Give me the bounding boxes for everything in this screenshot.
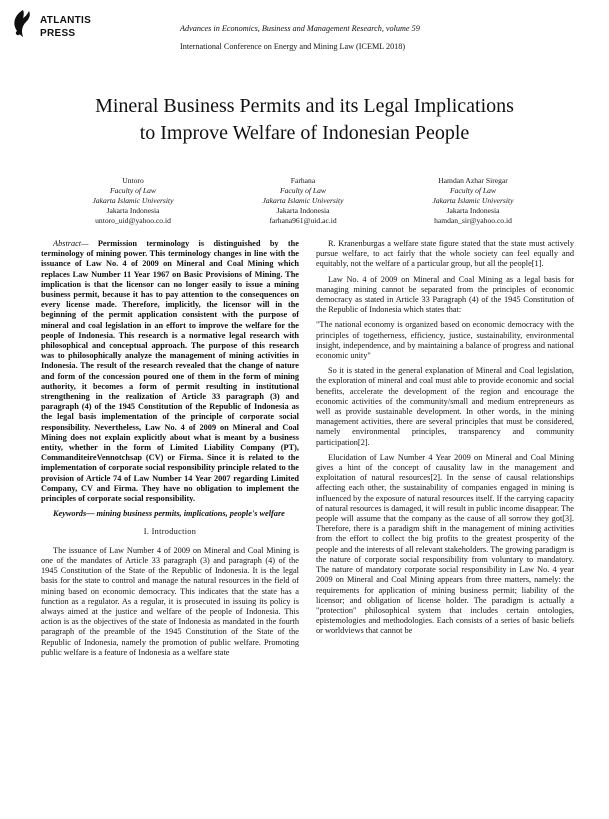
keywords: Keywords— mining business permits, implications, people's welfare bbox=[53, 509, 285, 519]
author-university: Jakarta Islamic University bbox=[92, 196, 174, 205]
author-name: Untoro bbox=[122, 176, 144, 185]
block-quote: "The national economy is organized based on economic democracy with the principles of togetherness, efficiency, justice, sustainability, environmental insight, independence, and by maintaining a balance of progress and national economic unity" bbox=[316, 320, 574, 361]
author-block bbox=[228, 176, 378, 226]
logo-line2: PRESS bbox=[40, 28, 76, 39]
author-country: Jakarta Indonesia bbox=[276, 206, 330, 215]
left-column bbox=[41, 239, 299, 663]
paragraph: Law No. 4 of 2009 on Mineral and Coal Mining as a legal basis for managing mining cannot be separated from the principles of economic democracy as stated in Article 33 Paragraph (4) of the 1945 Constitution of the Republic of Indonesia which states that: bbox=[316, 274, 574, 315]
author-name: Farhana bbox=[290, 176, 316, 185]
author-email[interactable]: hamdan_sir@yahoo.co.id bbox=[434, 216, 512, 225]
journal-header: Advances in Economics, Business and Management Research, volume 59 bbox=[180, 24, 420, 33]
author-faculty: Faculty of Law bbox=[280, 186, 326, 195]
publisher-logo bbox=[10, 9, 90, 43]
author-university: Jakarta Islamic University bbox=[432, 196, 514, 205]
abstract bbox=[41, 239, 299, 504]
author-faculty: Faculty of Law bbox=[110, 186, 156, 195]
atlantis-logo-icon bbox=[10, 9, 36, 39]
author-email[interactable]: untoro_uid@yahoo.co.id bbox=[95, 216, 171, 225]
paper-title bbox=[0, 93, 609, 147]
author-email[interactable]: farhana961@uid.ac.id bbox=[269, 216, 337, 225]
title-line2: to Improve Welfare of Indonesian People bbox=[139, 122, 470, 144]
paragraph: So it is stated in the general explanation of Mineral and Coal legislation, the exploration of mineral and coal must able to provide economic and social benefits, accelerate the development of the region and encourage the economic activities of the community/small and medium entrepreneurs as well as provide sustainable development. In other words, in the mining management activities, there are several principles that must be considered, namely environmental principles, transparency and community participation[2]. bbox=[316, 366, 574, 447]
section-heading: I. Introduction bbox=[143, 527, 197, 537]
author-block bbox=[398, 176, 548, 226]
title-line1: Mineral Business Permits and its Legal Implications bbox=[95, 95, 514, 117]
author-faculty: Faculty of Law bbox=[450, 186, 496, 195]
abstract-text: Permission terminology is distinguished by the terminology of mining power. This terminology changes in line with the issuance of Law No. 4 of 2009 on Mineral and Coal Mining which replaces Law Number 11 Year 1967 on Basic Provisions of Mining. The implication is that the licensor can no longer easily to issue a mining business permit, because it has to pay attention to the consequences on every license made. Therefore, implicitly, the licensor will in the beginning of the permit application consistent with the purpose of mineral and coal legislation in an effort to improve the welfare for the people of Indonesia. This research is a normative legal research with philosophical and conceptual approach. The purpose of this research was to philosophically analyze the management of mining activities in Indonesia. The result of the research revealed that the change of nature and form of the concession poured one of them in the form of mining authority, it becomes a form of permit resulting in institutional strengthening in the realization of Article 33 paragraph (3) and paragraph (4) of the 1945 Constitution of the Republic of Indonesia as the legal basis implementation of the principle of corporate social responsibility. Nevertheless, Law No. 4 of 2009 on Mineral and Coal Mining does not explain explicitly about what is meant by a business entity, whether in the form of Limited Liability Company (PT), CommanditeireVennotchsap (CV) or Firma. Since it is related to the implementation of corporate social responsibility principle related to the provision of Article 74 of Law Number 14 Year 2007 regarding Limited Company, CV and Firma. They have no obligation to implement the principles of corporate social responsibility. bbox=[41, 239, 299, 504]
logo-line1: ATLANTIS bbox=[40, 15, 92, 26]
author-country: Jakarta Indonesia bbox=[106, 206, 160, 215]
abstract-label: Abstract— bbox=[53, 239, 89, 248]
author-name: Hamdan Azhar Siregar bbox=[438, 176, 508, 185]
paragraph: Elucidation of Law Number 4 Year 2009 on Mineral and Coal Mining gives a hint of the concept of causality law in the management and exploitation of natural resources[2]. In the sense of causal relationships affecting each other, the sustainability of companies engaged in mining is influenced by the exposure of natural resources itself. If the carrying capacity of natural resources is damaged, it will result in public income disappear. The people will assume that the company as the cause of all sorrow they got[3]. Therefore, there is a paradigm shift in the management of mining activities from the effort to collect the big profits to the greatest prosperity of the people and the interests of all relevant stakeholders. The growing paradigm is the nature of corporate social responsibility from voluntary to mandatory. The nature of mandatory corporate social responsibility in Law No. 4 year 2009 on Mineral and Coal Mining appears from three matters, namely: the requirements for application of mining business permit; liability of the licensor; and obligation of license holder. The paradigm is actually a "protection" philosophical system that includes certain ontologies, epistemologies and methodologies. Each consists of a series of basic beliefs or worldviews that cannot be bbox=[316, 452, 574, 636]
paragraph: R. Kranenburgas a welfare state figure stated that the state must actively pursue welfare, to act fairly that the whole society can feel equally and equitably, not the welfare of a particular group, but all the people[1]. bbox=[316, 239, 574, 269]
paragraph: The issuance of Law Number 4 of 2009 on Mineral and Coal Mining is one of the mandates of Article 33 paragraph (3) and paragraph (4) of the 1945 Constitution of the State of the Republic of Indonesia. It is the legal basis for the state to control and manage the natural resources in the field of mining based on economic democracy. This indicates that the state has a function as a regulator. As a regular, it is prosecuted in issuing its policy is always aimed at the justice and welfare of the people of Indonesia. This action is as the objectives of the state of Indonesia as mandated in the fourth paragraph of the preamble of the 1945 Constitution of the State of the Republic of Indonesia, namely the promotion of public welfare. Promoting public welfare is a feature of Indonesia as a welfare state bbox=[41, 545, 299, 657]
conference-header: International Conference on Energy and Mining Law (ICEML 2018) bbox=[180, 42, 406, 51]
author-country: Jakarta Indonesia bbox=[446, 206, 500, 215]
author-block bbox=[58, 176, 208, 226]
author-university: Jakarta Islamic University bbox=[262, 196, 344, 205]
right-column bbox=[316, 239, 574, 642]
